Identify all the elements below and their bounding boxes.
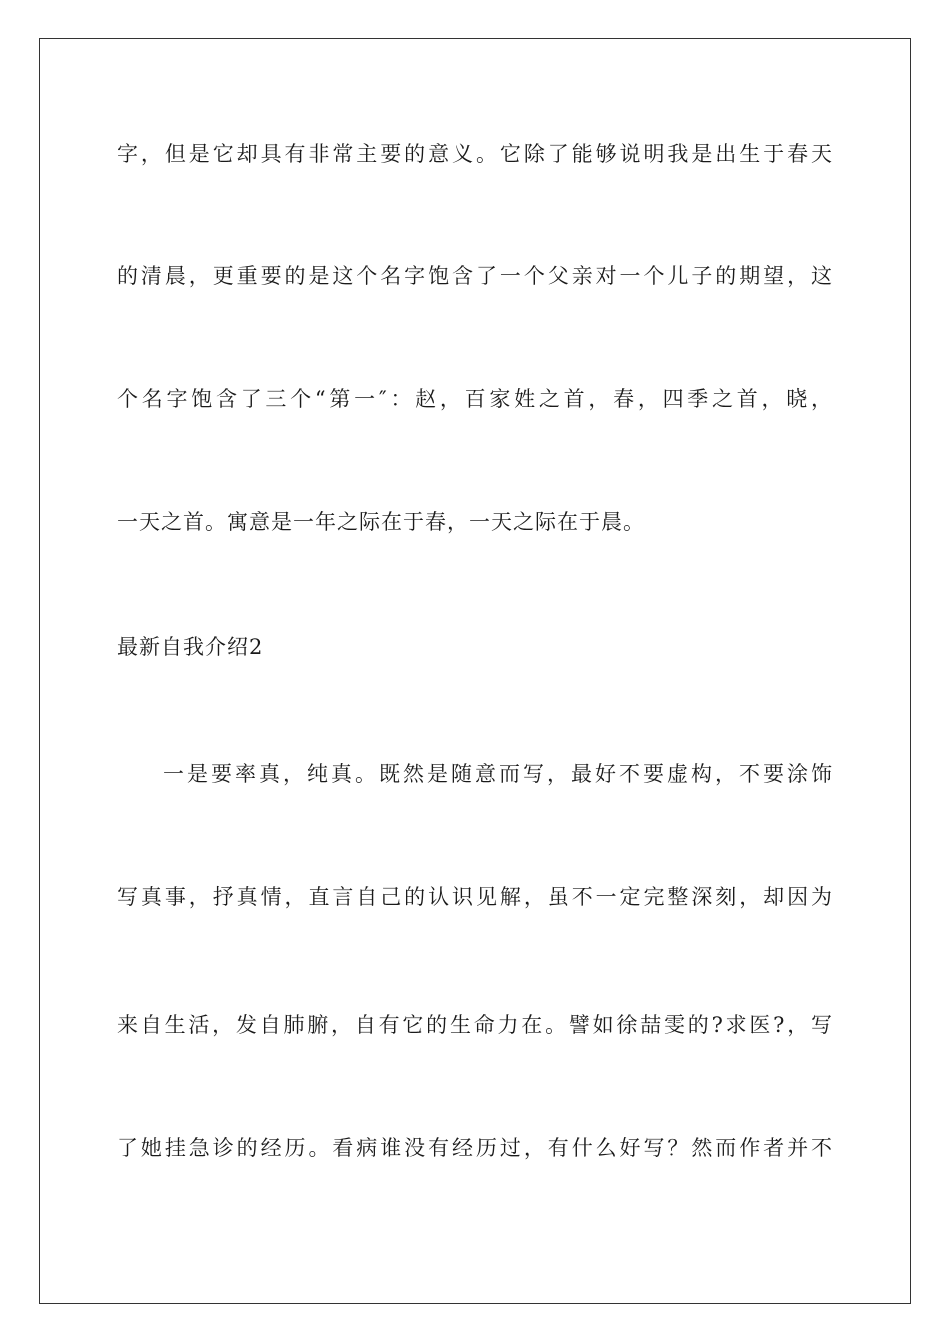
section-heading: 最新自我介绍2 [117, 635, 264, 659]
paragraph-line: 个名字饱含了三个“第一″：赵，百家姓之首，春，四季之首，晓， [117, 387, 833, 411]
paragraph-line: 字，但是它却具有非常主要的意义。它除了能够说明我是出生于春天 [117, 142, 833, 166]
paragraph-line: 写真事，抒真情，直言自己的认识见解，虽不一定完整深刻，却因为 [117, 885, 833, 909]
paragraph-line: 来自生活，发自肺腑，自有它的生命力在。譬如徐喆雯的?求医?，写 [117, 1013, 833, 1037]
paragraph-line: 一天之首。寓意是一年之际在于春，一天之际在于晨。 [117, 510, 645, 534]
page-frame [39, 38, 911, 1304]
paragraph-line: 的清晨，更重要的是这个名字饱含了一个父亲对一个儿子的期望，这 [117, 264, 833, 288]
paragraph-line: 一是要率真，纯真。既然是随意而写，最好不要虚构，不要涂饰 [163, 762, 833, 786]
paragraph-line: 了她挂急诊的经历。看病谁没有经历过，有什么好写？然而作者并不 [117, 1136, 833, 1160]
